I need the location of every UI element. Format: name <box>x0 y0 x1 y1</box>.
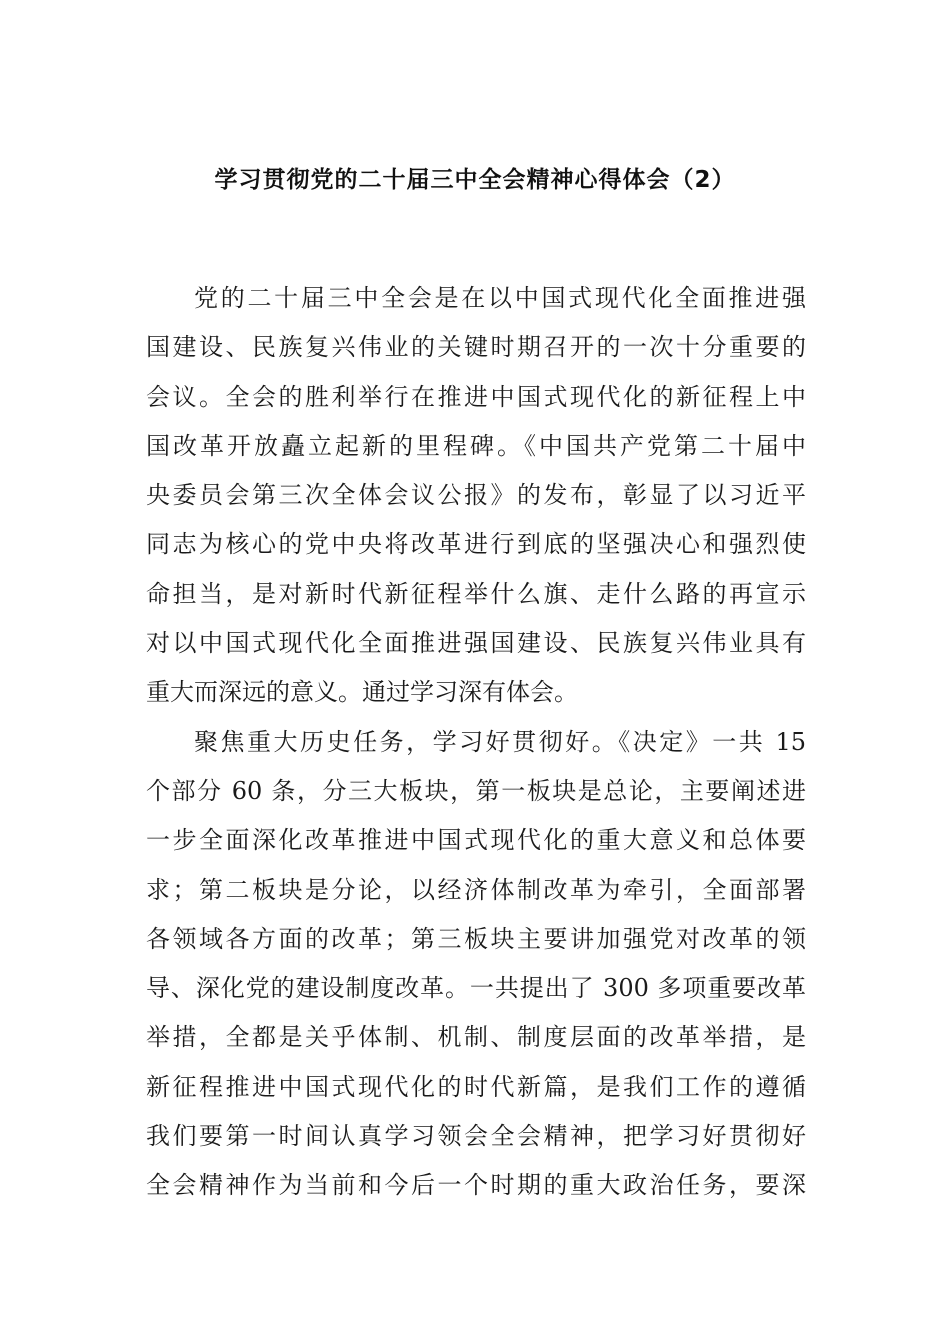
document-title: 学习贯彻党的二十届三中全会精神心得体会（2） <box>214 167 736 193</box>
text-line: 新征程推进中国式现代化的时代新篇，是我们工作的遵循 <box>146 1072 806 1101</box>
text-line: 国建设、民族复兴伟业的关键时期召开的一次十分重要的 <box>146 333 806 362</box>
text-line: 一步全面深化改革推进中国式现代化的重大意义和总体要 <box>146 826 806 855</box>
paragraph-1 <box>146 274 806 718</box>
text-line: 各领域各方面的改革；第三板块主要讲加强党对改革的领 <box>146 924 806 953</box>
text-line: 会议。全会的胜利举行在推进中国式现代化的新征程上中 <box>146 382 806 411</box>
text-line: 党的二十届三中全会是在以中国式现代化全面推进强 <box>194 284 806 312</box>
text-line: 国改革开放矗立起新的里程碑。《中国共产党第二十届中 <box>146 431 806 460</box>
text-line: 对以中国式现代化全面推进强国建设、民族复兴伟业具有 <box>146 629 806 658</box>
text-line: 个部分 60 条，分三大板块，第一板块是总论，主要阐述进 <box>146 776 806 805</box>
text-line: 央委员会第三次全体会议公报》的发布，彰显了以习近平 <box>146 481 806 510</box>
text-line: 求；第二板块是分论，以经济体制改革为牵引，全面部署 <box>146 875 806 904</box>
text-line: 命担当，是对新时代新征程举什么旗、走什么路的再宣示 <box>146 579 806 608</box>
text-line: 举措，全都是关乎体制、机制、制度层面的改革举措，是 <box>146 1023 806 1052</box>
text-line: 同志为核心的党中央将改革进行到底的坚强决心和强烈使 <box>146 530 806 559</box>
document-body <box>146 274 806 1211</box>
text-line: 我们要第一时间认真学习领会全会精神，把学习好贯彻好 <box>146 1122 806 1151</box>
text-line: 重大而深远的意义。通过学习深有体会。 <box>146 678 578 707</box>
paragraph-2 <box>146 718 806 1211</box>
text-line: 全会精神作为当前和今后一个时期的重大政治任务，要深 <box>146 1171 806 1200</box>
text-line: 导、深化党的建设制度改革。一共提出了 300 多项重要改革 <box>146 974 806 1003</box>
text-line: 聚焦重大历史任务，学习好贯彻好。《决定》一共 15 <box>194 727 806 756</box>
